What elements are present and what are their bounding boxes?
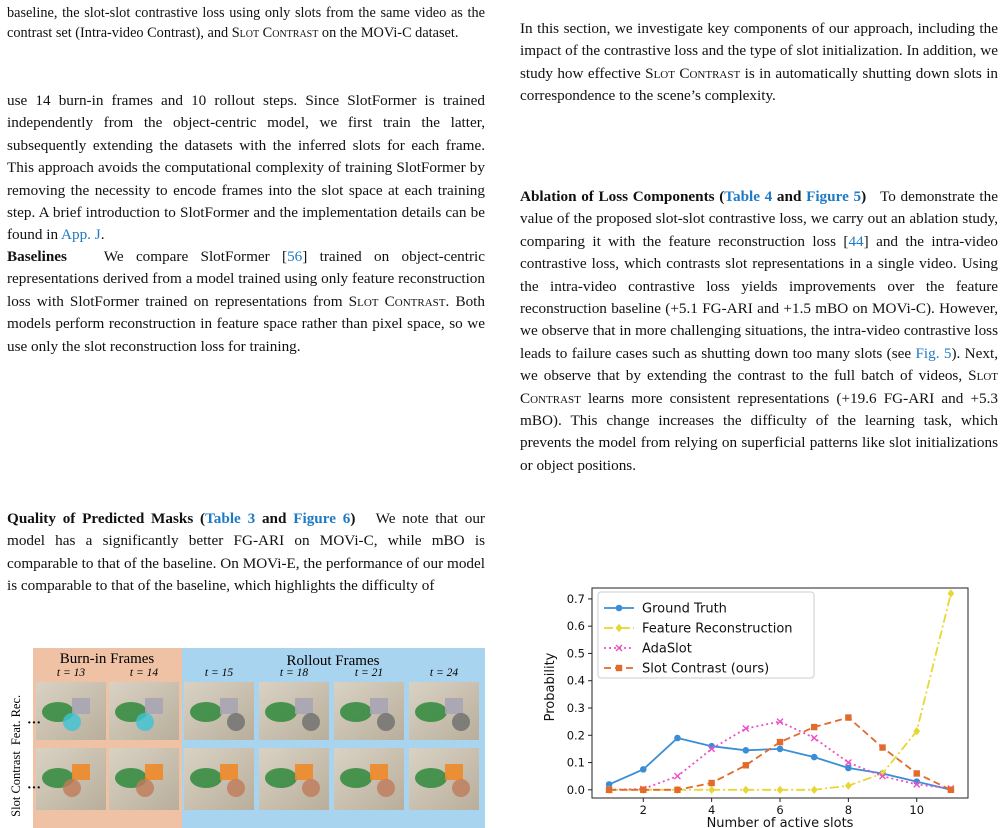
data-point xyxy=(674,773,680,779)
x-tick-label: 2 xyxy=(639,803,647,817)
appendix-link[interactable]: App. J xyxy=(61,226,101,244)
x-tick-label: 4 xyxy=(707,803,716,817)
figure-caption-tail: baseline, the slot-slot contrastive loss using only slots from the same video as the contrast set (Intra-video Contrast), and Slot Contrast on the MOVi-C dataset. xyxy=(7,5,485,41)
data-point xyxy=(616,665,622,671)
data-point xyxy=(640,787,646,793)
y-tick-label: 0.2 xyxy=(566,728,585,743)
y-tick-label: 0.7 xyxy=(566,591,585,606)
frame-time-label: t = 13 xyxy=(56,667,86,679)
ablation-heading: Ablation of Loss Components (Table 4 and Figure 5) xyxy=(520,188,867,205)
data-point xyxy=(616,605,623,612)
data-point xyxy=(845,782,852,790)
frame-time-label: t = 14 xyxy=(129,667,159,679)
data-point xyxy=(742,786,749,794)
method-name: Slot Contrast xyxy=(520,367,998,407)
data-point xyxy=(777,739,783,745)
data-point xyxy=(708,786,715,794)
data-point xyxy=(845,714,851,720)
legend-label: Ground Truth xyxy=(642,601,727,617)
paragraph-slotformer: use 14 burn-in frames and 10 rollout steps. Since SlotFormer is trained independently from the object-centric model, we first train the latter, subsequently extending the datasets with the inferred slots for each frame. This approach avoids the computational complexity of training SlotFormer by removing the necessity to encode frames into the slot space at each training step. A brief introduction to SlotFormer and the implementation details can be found in App. J. xyxy=(7,92,485,244)
data-point xyxy=(811,754,818,761)
figure-ref-link[interactable]: Fig. 5 xyxy=(915,344,952,362)
paragraph-ablation: Ablation of Loss Components (Table 4 and Figure 5) To demonstrate the value of the proposed slot-slot contrastive loss, we carry out an ablation study, comparing it with the feature reconstruction loss [44] and the intra-video contrastive loss, which contrasts slot representations in a single video. Using the intra-video contrastive loss yields improvements over the feature reconstruction baseline (+5.1 FG-ARI and +1.5 mBO on MOVi-C). However, we observe that in more challenging situations, the intra-video contrastive loss leads to failure cases such as shutting down too many slots (see Fig. 5). Next, we observe that by extending the contrast to the full batch of videos, Slot Contrast learns more consistent representations (+19.6 FG-ARI and +5.3 mBO). This change increases the difficulty of the learning task, which prevents the model from relying on superficial patterns like slot initializations or object positions. xyxy=(520,188,999,474)
frame-time-label: t = 24 xyxy=(429,667,459,679)
data-point xyxy=(743,747,750,754)
active-slots-chart xyxy=(520,578,998,828)
y-tick-label: 0.1 xyxy=(566,755,585,770)
citation-link[interactable]: 56 xyxy=(287,248,303,265)
frame-thumbnail xyxy=(109,682,179,740)
method-name: Slot Contrast xyxy=(231,24,319,41)
frame-thumbnail xyxy=(184,682,254,740)
rollout-label: Rollout Frames xyxy=(286,653,380,669)
x-axis-label: Number of active slots xyxy=(706,816,854,828)
rollout-figure xyxy=(7,648,485,828)
data-point xyxy=(811,724,817,730)
y-tick-label: 0.0 xyxy=(566,782,585,797)
y-tick-label: 0.5 xyxy=(566,646,585,661)
citation-link[interactable]: 44 xyxy=(848,232,864,250)
frame-thumbnail xyxy=(36,682,106,740)
data-point xyxy=(948,589,955,597)
table-link[interactable]: Table 3 xyxy=(205,510,256,527)
frame-thumbnail xyxy=(184,748,254,810)
quality-heading: Quality of Predicted Masks (Table 3 and Figure 6) xyxy=(7,510,356,527)
y-tick-label: 0.3 xyxy=(566,701,585,715)
legend-label: Feature Reconstruction xyxy=(642,621,793,637)
data-point xyxy=(640,766,647,773)
method-name: Slot Contrast xyxy=(645,64,741,82)
data-point xyxy=(811,786,818,794)
baselines-heading: Baselines xyxy=(7,248,67,265)
paragraph-baselines: Baselines We compare SlotFormer [56] trained on object-centric representations derived from a model trained using only feature reconstruction loss with SlotFormer trained on representations from Slot Contrast. Both models perform reconstruction in feature space rather than pixel space, so we use only the slot reconstruction loss for training. xyxy=(7,248,486,355)
data-point xyxy=(606,787,612,793)
x-tick-label: 10 xyxy=(909,803,925,817)
ellipsis-1: ··· xyxy=(27,716,42,731)
x-tick-label: 8 xyxy=(844,803,853,817)
data-point xyxy=(743,762,749,768)
data-point xyxy=(948,787,954,793)
y-tick-label: 0.4 xyxy=(566,673,585,688)
frame-thumbnail xyxy=(334,682,404,740)
x-tick-label: 6 xyxy=(776,803,784,817)
data-point xyxy=(777,746,784,753)
legend-label: Slot Contrast (ours) xyxy=(642,661,770,677)
data-point xyxy=(914,770,920,776)
data-point xyxy=(708,780,714,786)
data-point xyxy=(879,744,885,750)
frame-time-label: t = 15 xyxy=(204,667,234,679)
figure-link[interactable]: Figure 5 xyxy=(806,188,862,205)
frame-thumbnail xyxy=(259,748,329,810)
row-label-slot-contrast: Slot Contrast xyxy=(9,751,23,817)
data-point xyxy=(674,735,681,742)
frame-time-label: t = 18 xyxy=(279,667,309,679)
legend-label: AdaSlot xyxy=(642,641,692,657)
ellipsis-2: ··· xyxy=(27,781,42,796)
y-tick-label: 0.6 xyxy=(566,619,585,634)
paragraph-quality: Quality of Predicted Masks (Table 3 and Figure 6) We note that our model has a significantly better FG-ARI on MOVi-C, while mBO is comparable to that of the baseline. On MOVi-E, the performance of our model is comparable to that of the baseline, which highlights the difficulty of xyxy=(7,510,485,595)
y-axis-label: Probability xyxy=(543,652,558,722)
method-name: Slot Contrast xyxy=(348,292,446,310)
legend xyxy=(598,592,814,678)
table-link[interactable]: Table 4 xyxy=(724,188,773,205)
data-point xyxy=(777,786,784,794)
series-line xyxy=(609,722,951,790)
frame-thumbnail xyxy=(334,748,404,810)
frame-thumbnail xyxy=(36,748,106,810)
figure-link[interactable]: Figure 6 xyxy=(293,510,351,527)
burn-in-label: Burn-in Frames xyxy=(59,651,155,667)
row-label-feat-rec: Feat. Rec. xyxy=(9,694,23,746)
frame-thumbnail xyxy=(409,682,479,740)
frame-thumbnail xyxy=(109,748,179,810)
paragraph-intro: In this section, we investigate key components of our approach, including the impact of the contrastive loss and the type of slot initialization. In addition, we study how effective Slot Contrast is in automatically shutting down slots in correspondence to the scene’s complexity. xyxy=(520,20,999,105)
data-point xyxy=(811,735,817,741)
frame-thumbnail xyxy=(409,748,479,810)
data-point xyxy=(674,787,680,793)
frame-thumbnail xyxy=(259,682,329,740)
frame-time-label: t = 21 xyxy=(354,667,384,679)
